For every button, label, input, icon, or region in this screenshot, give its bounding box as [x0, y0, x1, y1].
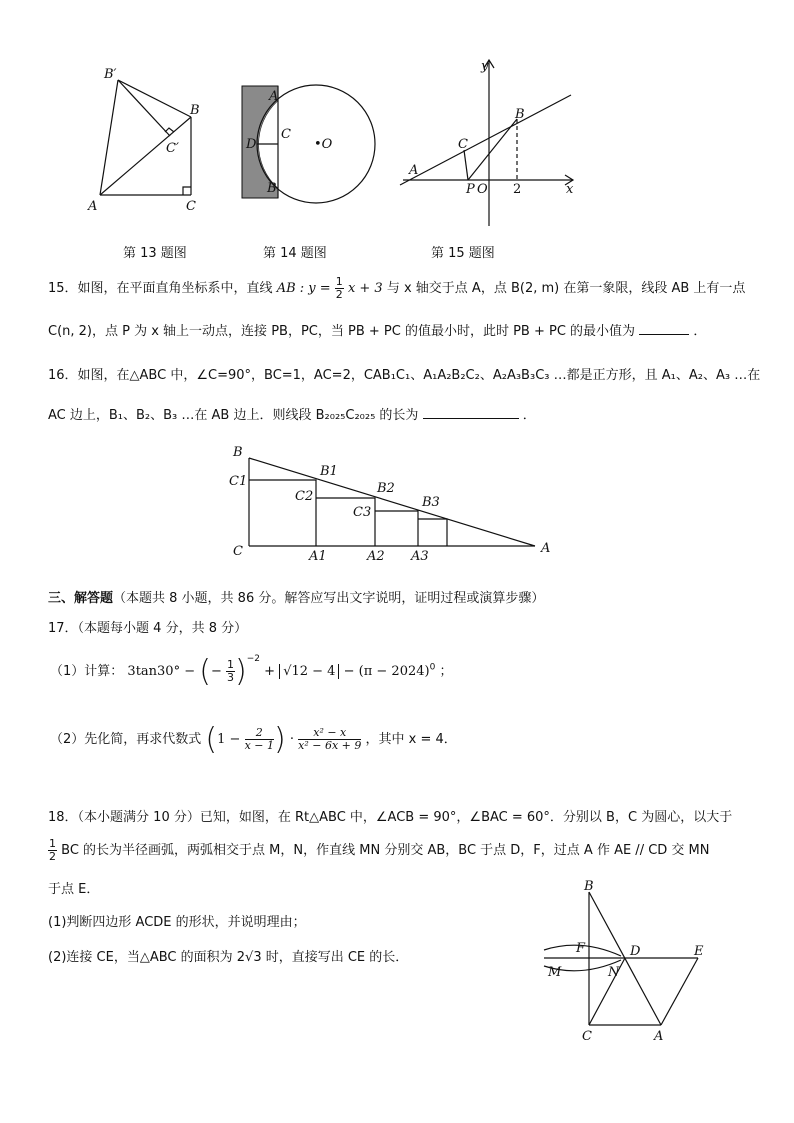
q17-p1-abs: √12 − 4 — [279, 664, 339, 679]
label-c2: C2 — [295, 489, 314, 504]
q17-p2-num1: 2 — [245, 727, 274, 740]
q17-p2-num2: x² − x — [298, 727, 361, 740]
label-d: D — [630, 944, 641, 959]
label-c: C — [458, 137, 468, 152]
label-a3: A3 — [411, 549, 429, 564]
q16-answer-blank[interactable] — [423, 406, 519, 419]
label-y: y — [481, 59, 489, 74]
q15-frac-den: 2 — [335, 288, 343, 301]
q16-end: ． — [522, 408, 536, 423]
label-b: B — [584, 879, 594, 894]
label-two: 2 — [513, 182, 522, 197]
q17-p1-exp2: 0 — [429, 662, 436, 673]
caption-fig13: 第 13 题图 — [123, 246, 187, 261]
q17-p1-c: − — [343, 664, 355, 679]
q18-line3: 于点 E． — [48, 882, 100, 897]
q17-p1-exp: −2 — [246, 654, 261, 664]
label-p: P — [466, 182, 475, 197]
label-c: C — [233, 544, 243, 559]
caption-fig14: 第 14 题图 — [263, 246, 327, 261]
q15-eq-prefix: AB : y = — [276, 281, 331, 296]
label-b: B — [267, 181, 277, 196]
q17-p2-den2: x² − 6x + 9 — [298, 739, 362, 752]
figure-18 — [536, 878, 726, 1048]
label-d: D — [246, 137, 257, 152]
q15-text-b: 与 x 轴交于点 A，点 B(2, m) 在第一象限，线段 AB 上有一点 — [386, 281, 746, 296]
label-a: A — [88, 199, 98, 214]
label-c: C — [281, 127, 291, 142]
q15-answer-blank[interactable] — [639, 322, 689, 335]
q15-fraction — [335, 276, 344, 301]
label-b2: B2 — [377, 481, 395, 496]
label-a2: A2 — [367, 549, 385, 564]
q15-eq-suffix: x + 3 — [347, 281, 383, 296]
q17-header: 17．（本题每小题 4 分，共 8 分） — [48, 621, 248, 636]
q18-line2 — [48, 838, 710, 863]
label-a: A — [654, 1029, 664, 1044]
q15-text-a: 15．如图，在平面直角坐标系中，直线 — [48, 281, 273, 296]
section3-heading — [48, 587, 544, 606]
q17-p2-one: 1 − — [217, 732, 241, 747]
label-a1: A1 — [309, 549, 327, 564]
label-m: M — [548, 965, 562, 980]
q18-frac-den: 2 — [49, 850, 56, 863]
q17-p1-inner: − — [210, 664, 222, 679]
q17-p1-end: ； — [439, 664, 453, 679]
section3-title: 三、解答题 — [48, 591, 114, 606]
label-c1: C1 — [229, 474, 248, 489]
q16-line1: 16．如图，在△ABC 中，∠C=90°，BC=1，AC=2，CAB₁C₁、A₁A₂B₂C₂、A₂A₃B₃C₃ …都是正方形，且 A₁、A₂、A₃ …在 — [48, 368, 761, 383]
label-c: C — [186, 199, 196, 214]
label-cprime: C′ — [166, 141, 179, 156]
q15-text-c: C(n, 2)，点 P 为 x 轴上一动点，连接 PB，PC，当 PB + PC 的值最小时，此时 PB + PC 的最小值为 — [48, 324, 636, 339]
q17-p2-end: ，其中 x = 4． — [365, 732, 457, 747]
q15-line1 — [48, 276, 745, 301]
label-c3: C3 — [353, 505, 372, 520]
q17-part2: （2）先化简，再求代数式 (1 − $\frac{2}{x - 1}$ ) · $\frac{\text{x² − x}}{\text{x² − 6x + 9}}$ ，其中 x = 4． — [50, 722, 457, 757]
figure-16 — [225, 440, 565, 565]
q15-end: ． — [693, 324, 707, 339]
q18-line2-text: BC 的长为半径画弧，两弧相交于点 M，N，作直线 MN 分别交 AB，BC 于点 D，F，过点 A 作 AE // CD 交 MN — [61, 843, 710, 858]
q17-part1: （1）计算： 3tan30° − (− $\frac{1}{3}$ )$^{-2} + √12 - 4 - (\pi - 2024)^0$ ； — [50, 654, 453, 689]
figure-13 — [80, 60, 210, 220]
q16-line2 — [48, 404, 536, 423]
q18-frac-num: 1 — [49, 837, 56, 850]
label-c: C — [582, 1029, 592, 1044]
q17-p1-fraction — [226, 659, 235, 684]
q18-fraction — [48, 838, 57, 863]
q18-sub2: (2)连接 CE，当△ABC 的面积为 2√3 时，直接写出 CE 的长． — [48, 950, 409, 965]
figure-15 — [395, 56, 585, 236]
q16-text: AC 边上，B₁、B₂、B₃ …在 AB 边上．则线段 B₂₀₂₅C₂₀₂₅ 的长为 — [48, 408, 419, 423]
label-b: B — [515, 107, 525, 122]
label-a: A — [541, 541, 551, 556]
label-n: N — [608, 965, 620, 980]
q17-p2-dot: · — [289, 732, 294, 747]
q15-frac-num: 1 — [335, 275, 343, 288]
q15-line2 — [48, 320, 706, 339]
caption-fig15: 第 15 题图 — [431, 246, 495, 261]
section3-note: （本题共 8 小题，共 86 分。解答应写出文字说明，证明过程或演算步骤） — [113, 591, 545, 606]
q17-p2-fraction2 — [298, 727, 361, 752]
q18-line1: 18．（本小题满分 10 分）已知，如图，在 Rt△ABC 中，∠ACB = 90°，∠BAC = 60°．分别以 B，C 为圆心，以大于 — [48, 810, 733, 825]
q17-p1-a: 3tan30° − — [127, 664, 196, 679]
q17-p1-label: （1）计算： — [50, 664, 124, 679]
q17-p1-d: (π − 2024) — [358, 664, 430, 679]
label-bprime: B′ — [104, 67, 117, 82]
label-o: •O — [314, 137, 333, 152]
q17-p2-den1: x − 1 — [244, 739, 274, 752]
label-f: F — [576, 941, 586, 956]
label-e: E — [694, 944, 704, 959]
label-b: B — [233, 445, 243, 460]
label-b3: B3 — [422, 495, 440, 510]
figure-14 — [236, 76, 382, 204]
q17-p1-b: + — [264, 664, 276, 679]
q17-p2-label: （2）先化简，再求代数式 — [50, 732, 202, 747]
label-x: x — [566, 182, 574, 197]
q17-p2-fraction1 — [245, 727, 274, 752]
q18-sub1: (1)判断四边形 ACDE 的形状，并说明理由； — [48, 915, 306, 930]
label-o: O — [477, 182, 488, 197]
q17-p1-den: 3 — [227, 671, 235, 684]
q17-p1-num: 1 — [227, 658, 235, 671]
label-b1: B1 — [320, 464, 338, 479]
label-b: B — [190, 103, 200, 118]
label-a: A — [269, 89, 279, 104]
label-a: A — [409, 163, 419, 178]
